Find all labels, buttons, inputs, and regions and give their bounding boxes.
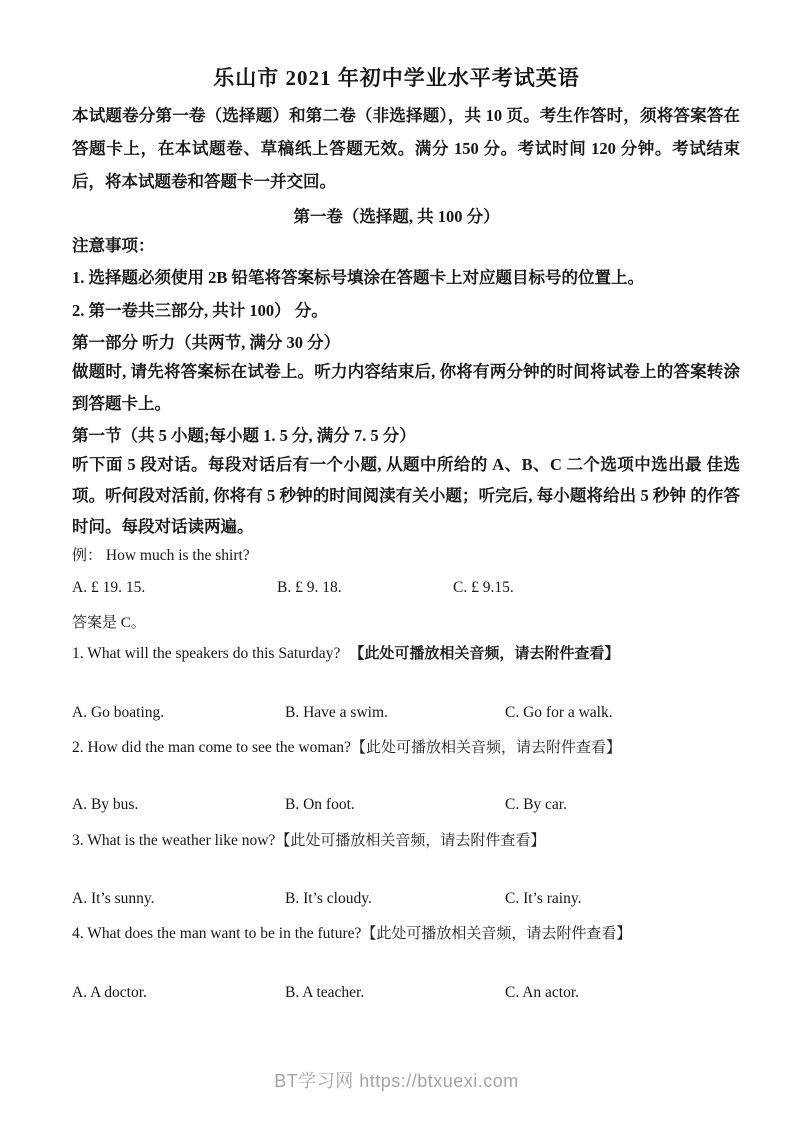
question-1-text: 1. What will the speakers do this Saturday? bbox=[72, 645, 341, 662]
example-option-b: B. £ 9. 18. bbox=[277, 579, 342, 596]
intro-paragraph: 本试题卷分第一卷（选择题）和第二卷（非选择题），共 10 页。考生作答时，须将答案答在答题卡上，在本试题卷、草稿纸上答题无效。满分 150 分。考试时间 120 分钟。考试结束后，将本试题卷和答题卡一并交回。 bbox=[72, 106, 740, 191]
question-1-option-a: A. Go boating. bbox=[72, 704, 165, 721]
question-4-option-c: C. An actor. bbox=[505, 984, 580, 1001]
audio-note: 【此处可播放相关音频，请去附件查看】 bbox=[350, 740, 621, 756]
example-options-row bbox=[72, 579, 740, 597]
question-3-option-a: A. It’s sunny. bbox=[72, 890, 155, 907]
question-4-option-a: A. A doctor. bbox=[72, 984, 147, 1001]
example-prefix: 例： bbox=[72, 548, 103, 564]
question-3-option-b: B. It’s cloudy. bbox=[285, 890, 372, 907]
question-4-line bbox=[72, 922, 740, 943]
question-3-text: 3. What is the weather like now? bbox=[72, 832, 276, 849]
page-title: 乐山市 2021 年初中学业水平考试英语 bbox=[213, 66, 580, 90]
volume-one-heading: 第一卷（选择题, 共 100 分） bbox=[293, 207, 500, 226]
notice-heading: 注意事项： bbox=[72, 236, 155, 255]
example-question-line bbox=[72, 544, 740, 565]
question-4-text: 4. What does the man want to be in the future? bbox=[72, 925, 362, 942]
question-2-option-b: B. On foot. bbox=[285, 796, 355, 813]
question-3-line bbox=[72, 829, 740, 850]
part-one-heading: 第一部分 听力（共两节, 满分 30 分） bbox=[72, 333, 341, 352]
question-4-options bbox=[72, 984, 740, 1002]
question-1-option-c: C. Go for a walk. bbox=[505, 704, 613, 721]
question-2-option-c: C. By car. bbox=[505, 796, 567, 813]
question-3-options bbox=[72, 890, 740, 908]
section-one-heading: 第一节（共 5 小题;每小题 1. 5 分, 满分 7. 5 分） bbox=[72, 426, 416, 445]
question-2-line bbox=[72, 736, 740, 757]
part-one-note: 做题时, 请先将答案标在试卷上。听力内容结束后, 你将有两分钟的时间将试卷上的答案转涂到答题卡上。 bbox=[72, 362, 740, 413]
section-one-note: 听下面 5 段对话。每段对话后有一个小题, 从题中所给的 A、B、C 二个选项中选出最 佳选项。听何段对活前, 你将有 5 秒钟的时间阅渎有关小题；听完后, 每小题将给出 5 秒钟 的作答时问。每段对话读两遍。 bbox=[72, 455, 740, 536]
question-2-option-a: A. By bus. bbox=[72, 796, 139, 813]
question-2-text: 2. How did the man come to see the woman? bbox=[72, 739, 351, 756]
watermark-footer: BT学习网 https://btxuexi.com bbox=[274, 1071, 519, 1091]
question-1-options bbox=[72, 704, 740, 722]
notice-item-2: 2. 第一卷共三部分, 共计 100） 分。 bbox=[72, 301, 328, 320]
question-1-option-b: B. Have a swim. bbox=[285, 704, 388, 721]
audio-note: 【此处可播放相关音频，请去附件查看】 bbox=[361, 926, 632, 942]
notice-item-1: 1. 选择题必须使用 2B 铅笔将答案标号填涂在答题卡上对应题目标号的位置上。 bbox=[72, 268, 645, 287]
example-question-text: How much is the shirt? bbox=[105, 547, 250, 564]
example-option-a: A. £ 19. 15. bbox=[72, 579, 146, 596]
example-option-c: C. £ 9.15. bbox=[453, 579, 514, 596]
audio-note: 【此处可播放相关音频，请去附件查看】 bbox=[349, 646, 620, 662]
audio-note: 【此处可播放相关音频，请去附件查看】 bbox=[275, 833, 546, 849]
question-1-line bbox=[72, 642, 740, 663]
question-2-options bbox=[72, 796, 740, 814]
example-answer: 答案是 C。 bbox=[72, 615, 146, 631]
question-3-option-c: C. It’s rainy. bbox=[505, 890, 582, 907]
question-4-option-b: B. A teacher. bbox=[285, 984, 365, 1001]
